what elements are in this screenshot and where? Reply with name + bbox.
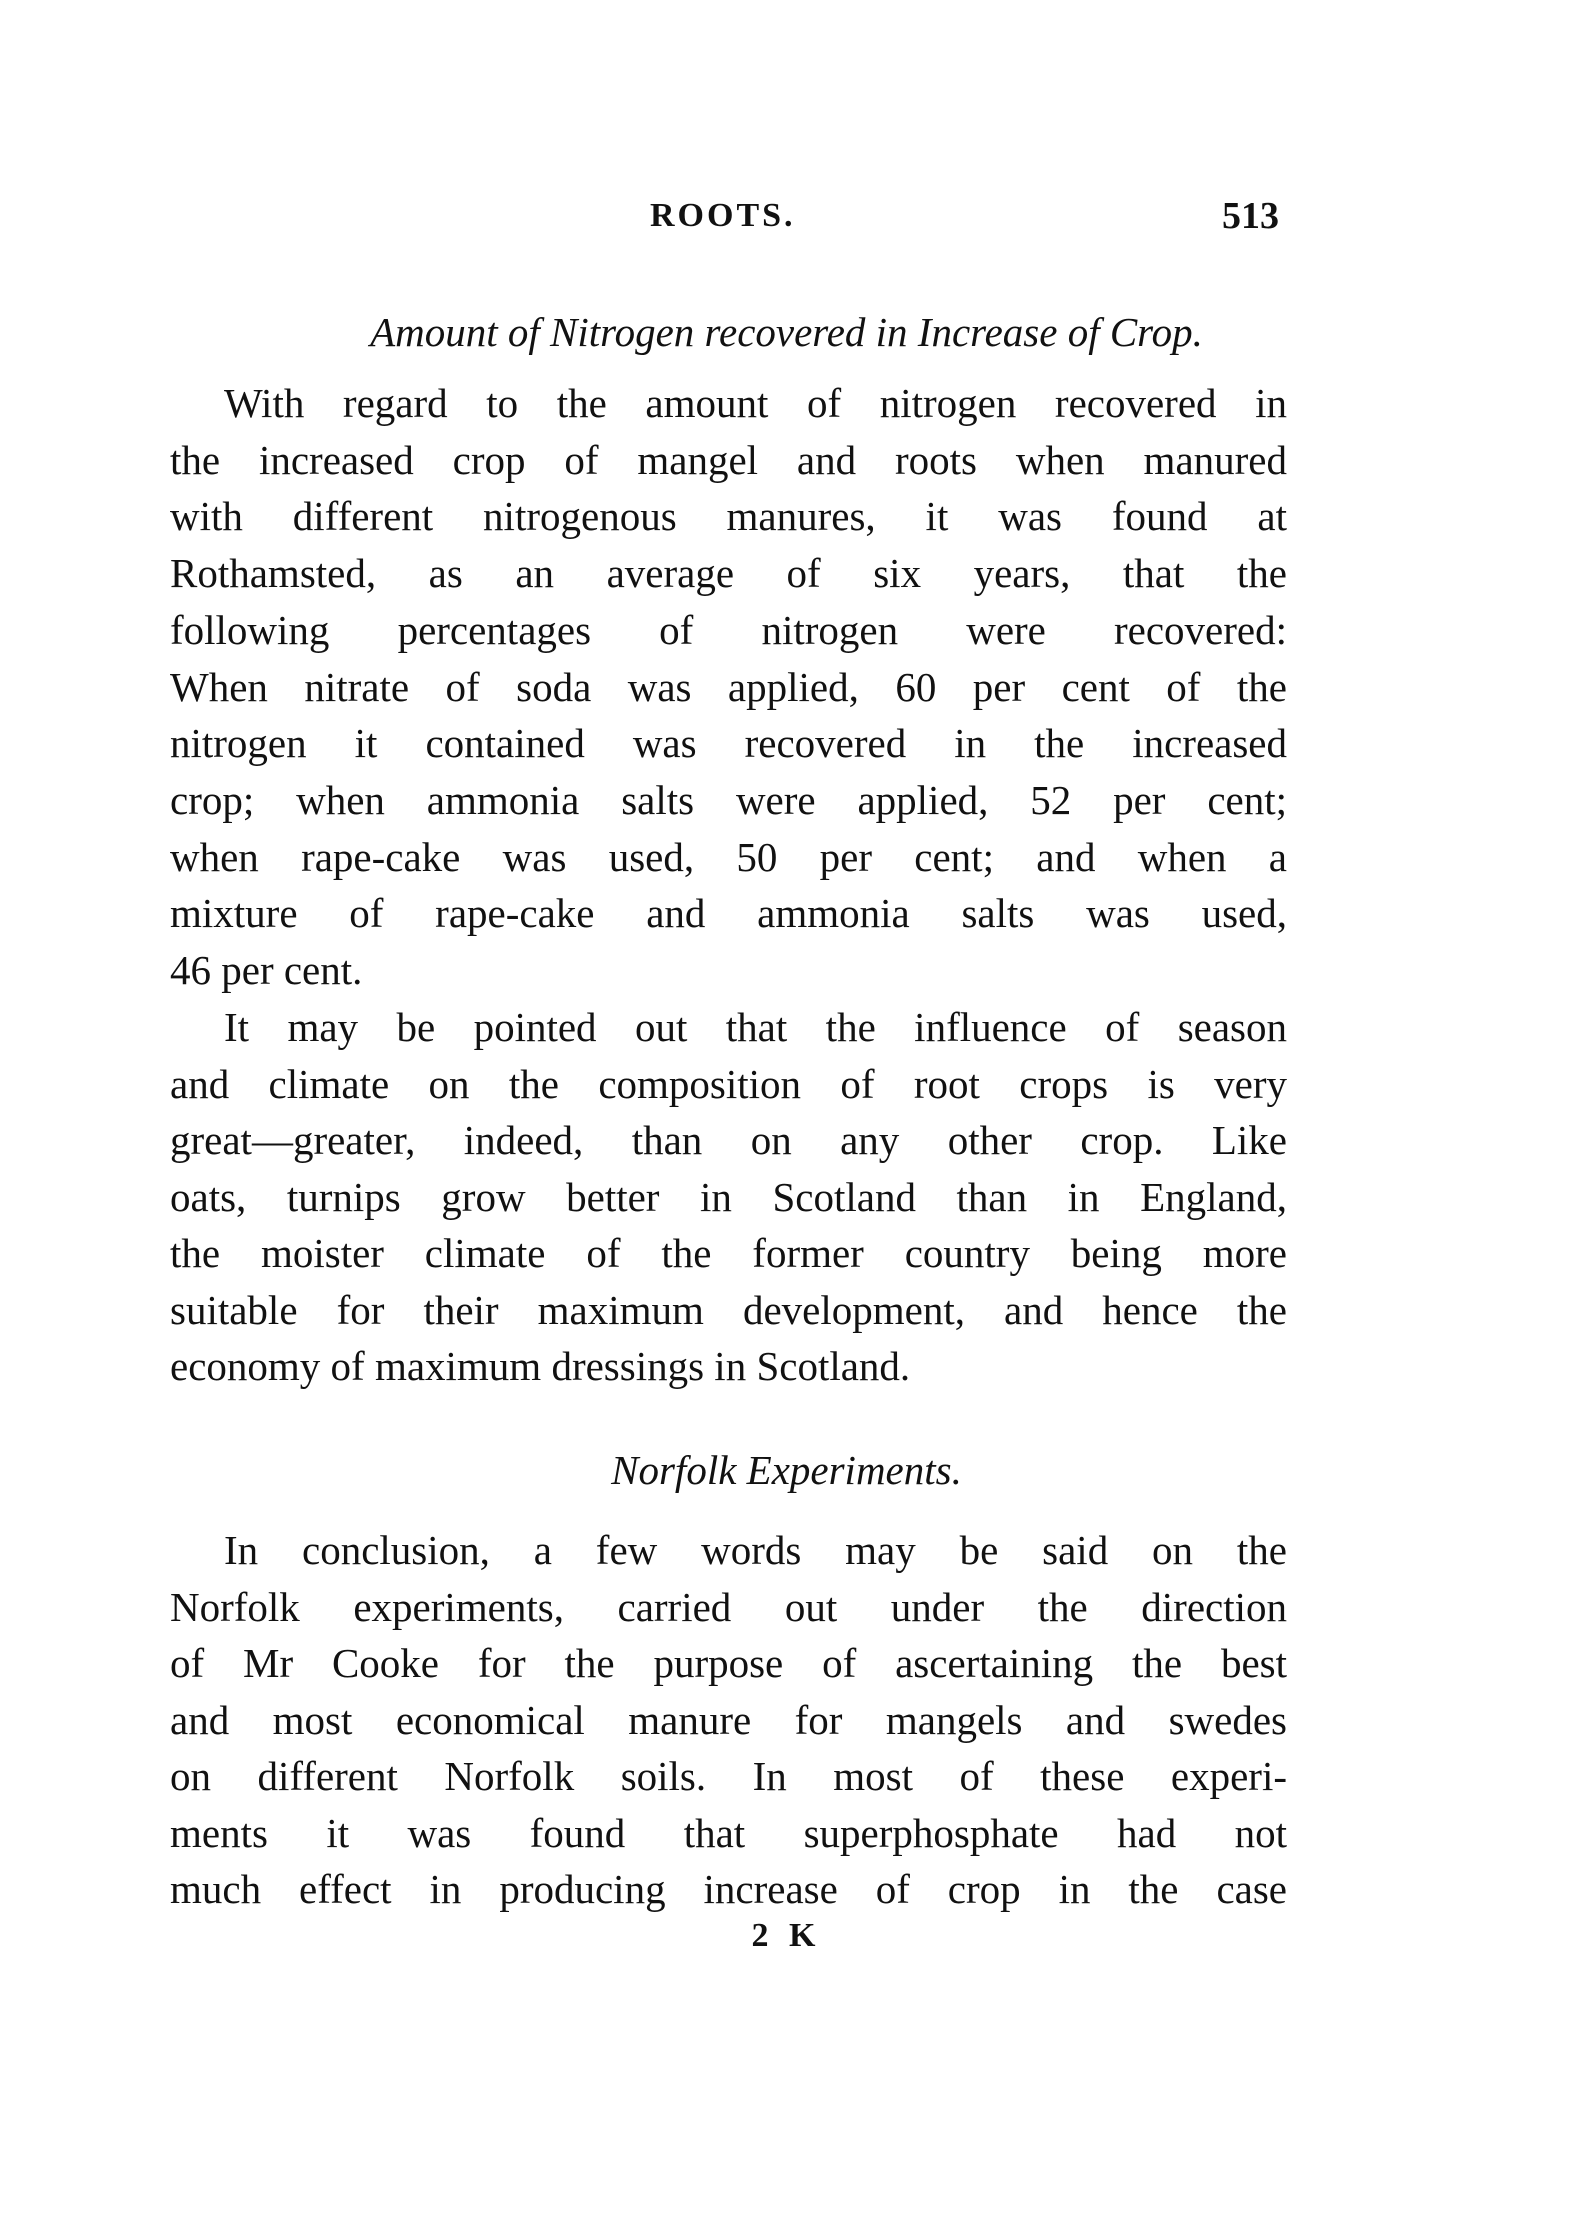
text-line: In conclusion, a few words may be said on the — [224, 1527, 1287, 1573]
text-line: ments it was found that superphosphate had not — [170, 1810, 1287, 1856]
text-line: with different nitrogenous manures, it was found at — [170, 493, 1287, 539]
text-line: great—greater, indeed, than on any other crop. Like — [170, 1117, 1287, 1163]
text-line: nitrogen it contained was recovered in the increased — [170, 720, 1287, 766]
text-line: the moister climate of the former country being more — [170, 1230, 1287, 1276]
text-line: suitable for their maximum development, and hence the — [170, 1287, 1287, 1333]
text-line: 46 per cent. — [170, 947, 363, 993]
text-line: the increased crop of mangel and roots when manured — [170, 437, 1287, 483]
text-line: and climate on the composition of root crops is very — [170, 1061, 1287, 1107]
text-line: When nitrate of soda was applied, 60 per cent of the — [170, 664, 1287, 710]
text-line: and most economical manure for mangels and swedes — [170, 1697, 1287, 1743]
text-line: oats, turnips grow better in Scotland than in England, — [170, 1174, 1287, 1220]
signature-mark: 2 K — [751, 1917, 822, 1954]
text-line: It may be pointed out that the influence of season — [224, 1004, 1287, 1050]
text-line: Norfolk experiments, carried out under the direction — [170, 1584, 1287, 1630]
text-line: of Mr Cooke for the purpose of ascertaining the best — [170, 1640, 1287, 1686]
text-line: economy of maximum dressings in Scotland. — [170, 1343, 911, 1389]
text-line: mixture of rape-cake and ammonia salts was used, — [170, 890, 1287, 936]
text-line: crop; when ammonia salts were applied, 52 per cent; — [170, 777, 1287, 823]
text-line: With regard to the amount of nitrogen recovered in — [224, 380, 1287, 426]
text-line: Rothamsted, as an average of six years, that the — [170, 550, 1287, 596]
running-title: ROOTS. — [650, 197, 796, 234]
text-line: on different Norfolk soils. In most of these experi- — [170, 1753, 1287, 1799]
section-heading-norfolk: Norfolk Experiments. — [611, 1447, 962, 1493]
text-line: following percentages of nitrogen were recovered: — [170, 607, 1287, 653]
text-line: much effect in producing increase of crop in the case — [170, 1866, 1287, 1912]
page-number: 513 — [1222, 195, 1279, 237]
text-line: when rape-cake was used, 50 per cent; and when a — [170, 834, 1287, 880]
section-heading-nitrogen: Amount of Nitrogen recovered in Increase of Crop. — [370, 309, 1203, 355]
